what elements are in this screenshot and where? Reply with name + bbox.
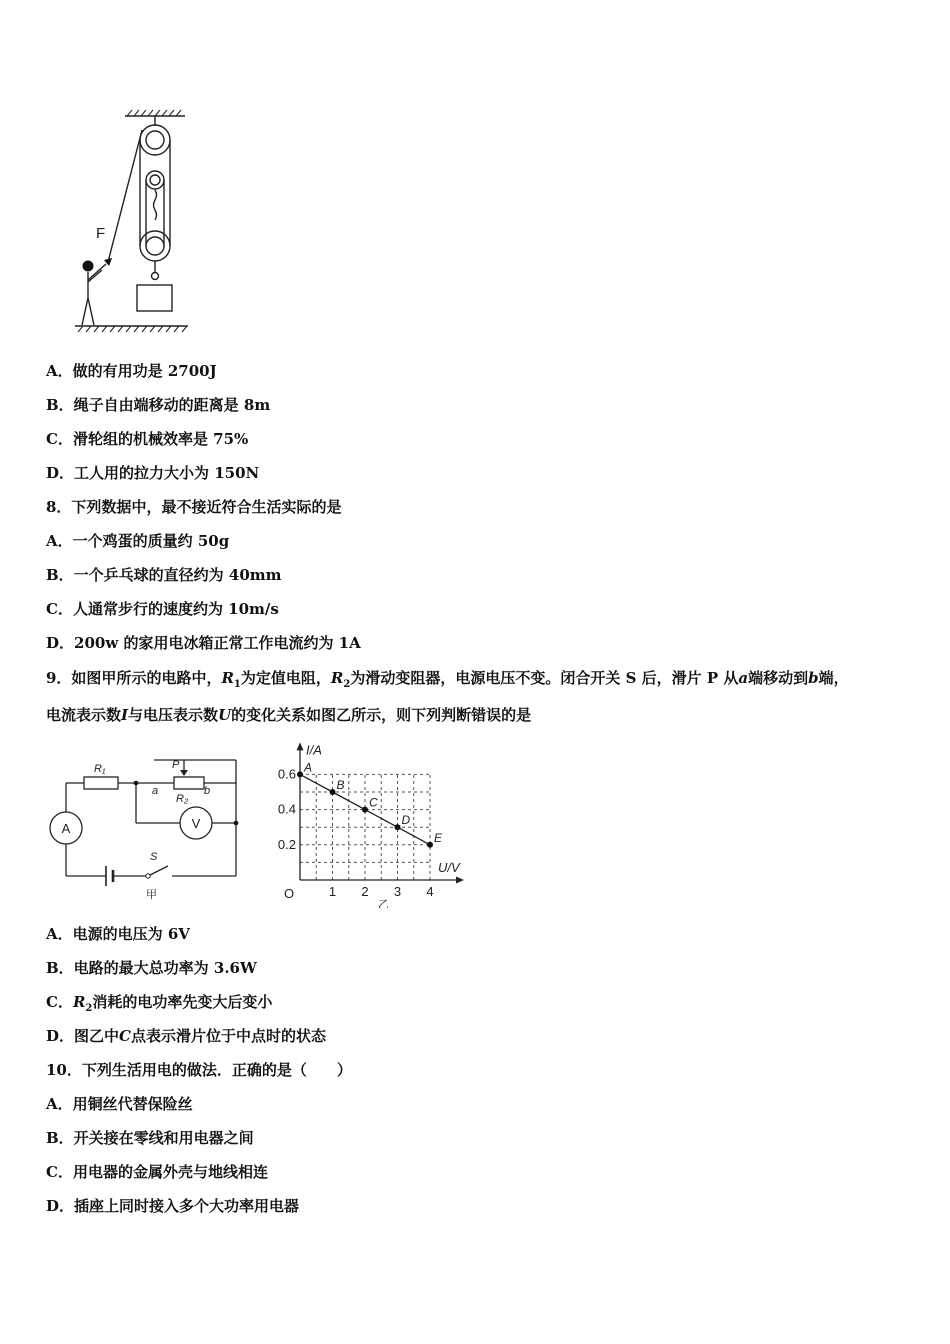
q7-option-a: A．做的有用功是 2700J (46, 362, 217, 380)
x-tick-label: 3 (393, 884, 402, 899)
q7-option-d: D．工人用的拉力大小为 150N (46, 464, 260, 482)
data-point-d (395, 824, 401, 830)
x-tick-label: 1 (328, 884, 337, 899)
point-label-d: D (401, 813, 411, 828)
y-axis-arrow (297, 742, 304, 750)
q7-option-c: C．滑轮组的机械效率是 75% (46, 430, 249, 448)
q7-option-b: B．绳子自由端移动的距离是 8m (46, 396, 271, 414)
force-label: F (96, 225, 106, 242)
data-point-a (297, 771, 303, 777)
q9-option-d: D．图乙中C点表示滑片位于中点时的状态 (46, 1027, 326, 1045)
q10-option-d: D．插座上同时接入多个大功率用电器 (46, 1197, 300, 1215)
point-label-e: E (434, 830, 443, 845)
voltmeter-symbol: V (191, 816, 201, 831)
circuit-label-a: a (152, 785, 159, 797)
q10-option-c: C．用电器的金属外壳与地线相连 (46, 1163, 268, 1181)
x-tick-label: 2 (361, 884, 369, 899)
pulley-figure (70, 108, 195, 338)
data-point-b (330, 789, 336, 795)
circuit-diagram (44, 748, 249, 903)
x-axis-arrow (456, 877, 464, 884)
q8-option-b: B．一个乒乓球的直径约为 40mm (46, 566, 282, 584)
q10-option-a: A．用铜丝代替保险丝 (46, 1095, 193, 1113)
q8-option-d: D．200w 的家用电冰箱正常工作电流约为 1A (46, 634, 361, 652)
iu-graph (270, 738, 470, 908)
q9-stem-line2: 电流表示数I与电压表示数U的变化关系如图乙所示，则下列判断错误的是 (46, 706, 532, 724)
circuit-label-s: S (150, 851, 158, 863)
q8-option-a: A．一个鸡蛋的质量约 50g (46, 532, 230, 550)
q10-option-b: B．开关接在零线和用电器之间 (46, 1129, 254, 1147)
q9-option-c: C．$R_2$消耗的电功率先变大后变小 (46, 993, 273, 1014)
chart-caption: 乙 (378, 899, 389, 908)
q9-option-a: A．电源的电压为 6V (46, 925, 190, 943)
y-tick-label: 0.6 (277, 766, 296, 782)
y-tick-label: 0.4 (277, 801, 296, 817)
circuit-label-b: b (204, 785, 211, 797)
x-axis-label: U/V (438, 860, 460, 875)
ammeter-symbol: A (61, 821, 71, 836)
q10-stem: 10．下列生活用电的做法．正确的是（ ） (46, 1061, 352, 1079)
circuit-label-r2: R₂ (176, 793, 189, 805)
q9-stem-line1: 9．如图甲所示的电路中，$R_1$为定值电阻，$R_2$为滑动变阻器，电源电压不变。闭合开关 S 后，滑片 P 从a端移动到b端， (46, 669, 849, 690)
q8-option-c: C．人通常步行的速度约为 10m/s (46, 600, 279, 618)
y-axis-label: I/A (306, 742, 322, 758)
data-point-c (362, 807, 368, 813)
q8-stem: 8．下列数据中，最不接近符合生活实际的是 (46, 498, 342, 516)
point-label-c: C (369, 795, 378, 810)
data-point-e (427, 842, 433, 848)
x-tick-label: 4 (426, 884, 434, 899)
y-tick-label: 0.2 (277, 836, 296, 852)
point-label-a: A (304, 760, 313, 775)
point-label-b: B (336, 778, 345, 792)
q9-option-b: B．电路的最大总功率为 3.6W (46, 959, 257, 977)
circuit-label-r1: R₁ (94, 763, 106, 775)
circuit-label-p: P (172, 759, 180, 771)
origin-label: O (284, 886, 295, 901)
circuit-caption: 甲 (146, 889, 157, 901)
